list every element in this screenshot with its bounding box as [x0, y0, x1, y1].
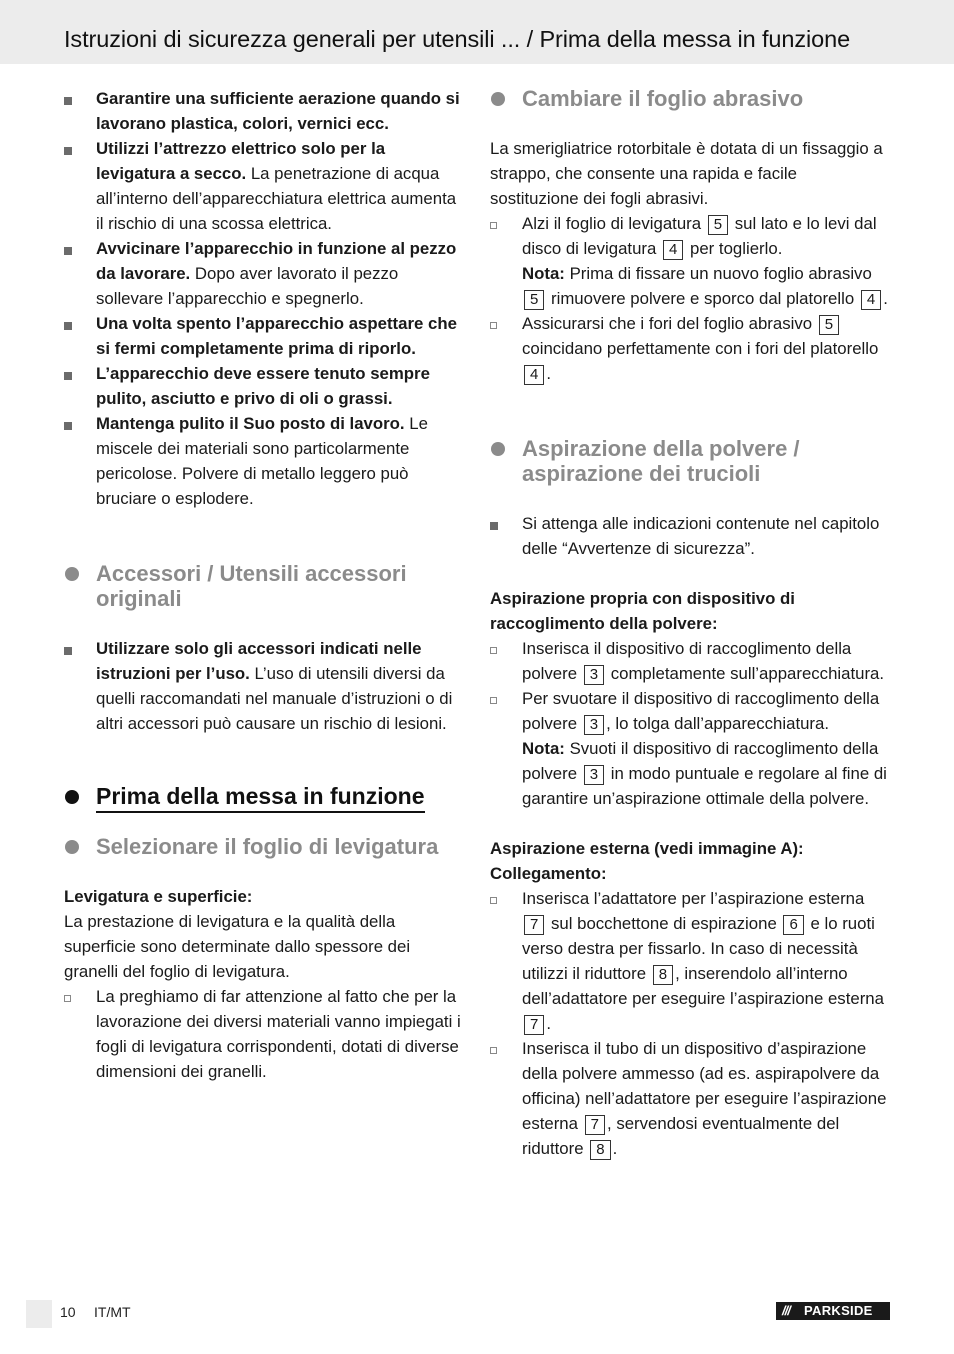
square-bullet-icon [64, 97, 72, 105]
list-item: Una volta spento l’apparecchio aspettare che si fermi completamente prima di riporlo. [64, 311, 464, 361]
heading-dot-icon [65, 790, 79, 804]
list-item: Inserisca l’adattatore per l’aspirazione esterna 7 sul bocchettone di espirazione 6 e lo ruoti verso destra per fissarlo. In caso di necessità utilizzi il riduttore 8 , inserendolo all’interno dell’adattatore per eseguire l’aspirazione esterna 7 . [490, 886, 890, 1036]
part-ref: 5 [524, 290, 544, 310]
subheading: Aspirazione esterna (vedi immagine A): [490, 839, 804, 858]
section-heading-aspirazione: Aspirazione della polvere / aspirazione dei trucioli [490, 436, 890, 486]
list-item: Avvicinare l’apparecchio in funzione al pezzo da lavorare. Dopo aver lavorato il pezzo sollevare l’apparecchio e spegnerlo. [64, 236, 464, 311]
box-bullet-icon [64, 995, 71, 1002]
part-ref: 3 [584, 715, 604, 735]
part-ref: 4 [861, 290, 881, 310]
square-bullet-icon [64, 147, 72, 155]
square-bullet-icon [64, 647, 72, 655]
list-item: La preghiamo di far attenzione al fatto che per la lavorazione dei diversi materiali vanno impiegati i fogli di levigatura corrispondenti, dotati di diverse dimensioni dei granelli. [64, 984, 464, 1084]
list-item: Mantenga pulito il Suo posto di lavoro. Le miscele dei materiali sono particolarmente pericolose. Polvere di metallo leggero può bruciare o esplodere. [64, 411, 464, 511]
part-ref: 3 [584, 765, 604, 785]
parkside-logo [776, 1302, 890, 1320]
part-ref: 7 [585, 1115, 605, 1135]
heading-dot-icon [491, 442, 505, 456]
square-bullet-icon [64, 372, 72, 380]
part-ref: 7 [524, 915, 544, 935]
logo-mark-icon: /// [782, 1303, 790, 1318]
part-ref: 6 [783, 915, 803, 935]
part-ref: 5 [819, 315, 839, 335]
part-ref: 7 [524, 1015, 544, 1035]
list-item: Si attenga alle indicazioni contenute nel capitolo delle “Avvertenze di sicurezza”. [490, 511, 890, 561]
section-heading-cambiare: Cambiare il foglio abrasivo [490, 86, 890, 111]
box-bullet-icon [490, 322, 497, 329]
square-bullet-icon [490, 522, 498, 530]
box-bullet-icon [490, 897, 497, 904]
section-heading-selezionare: Selezionare il foglio di levigatura [64, 834, 464, 859]
part-ref: 4 [663, 240, 683, 260]
box-bullet-icon [490, 647, 497, 654]
list-item: Per svuotare il dispositivo di raccoglimento della polvere 3 , lo tolga dall’apparecchiatura. Nota: Svuoti il dispositivo di raccoglimento della polvere 3 in modo puntuale e regolare al fine di garantire un’aspirazione ottimale della polvere. [490, 686, 890, 811]
square-bullet-icon [64, 422, 72, 430]
box-bullet-icon [490, 697, 497, 704]
right-column [490, 86, 890, 1161]
language-code: IT/MT [94, 1304, 131, 1320]
page-header [0, 0, 954, 64]
paragraph: La smerigliatrice rotorbitale è dotata di un fissaggio a strappo, che consente una rapida e facile sostituzione dei fogli abrasivi. [490, 139, 883, 208]
list-item: Utilizzi l’attrezzo elettrico solo per la levigatura a secco. La penetrazione di acqua all’interno dell’apparecchiatura elettrica aumenta il rischio di una scossa elettrica. [64, 136, 464, 236]
subheading: Levigatura e superficie: [64, 887, 253, 906]
part-ref: 8 [653, 965, 673, 985]
part-ref: 8 [590, 1140, 610, 1160]
paragraph: La prestazione di levigatura e la qualità della superficie sono determinate dallo spessore dei granelli del foglio di levigatura. [64, 912, 411, 981]
brand-name: PARKSIDE [804, 1303, 873, 1318]
list-item: Assicurarsi che i fori del foglio abrasivo 5 coincidano perfettamente con i fori del platorello 4 . [490, 311, 890, 386]
subheading: Aspirazione propria con dispositivo di raccoglimento della polvere: [490, 589, 795, 633]
left-column [64, 86, 464, 1084]
list-item: Garantire una sufficiente aerazione quando si lavorano plastica, colori, vernici ecc. [64, 86, 464, 136]
list-item: Alzi il foglio di levigatura 5 sul lato e lo levi dal disco di levigatura 4 per toglierlo. Nota: Prima di fissare un nuovo foglio abrasivo 5 rimuovere polvere e sporco dal platorello 4 . [490, 211, 890, 311]
part-ref: 4 [524, 365, 544, 385]
part-ref: 5 [708, 215, 728, 235]
part-ref: 3 [584, 665, 604, 685]
page-title: Istruzioni di sicurezza generali per utensili ... / Prima della messa in funzione [64, 26, 851, 52]
section-heading-prima: Prima della messa in funzione [64, 784, 464, 809]
list-item: Inserisca il dispositivo di raccoglimento della polvere 3 completamente sull’apparecchiatura. [490, 636, 890, 686]
list-item: L’apparecchio deve essere tenuto sempre pulito, asciutto e privo di oli o grassi. [64, 361, 464, 411]
square-bullet-icon [64, 322, 72, 330]
page-number: 10 [60, 1304, 76, 1320]
footer-marker [26, 1300, 52, 1328]
square-bullet-icon [64, 247, 72, 255]
heading-dot-icon [491, 92, 505, 106]
box-bullet-icon [490, 222, 497, 229]
subheading: Collegamento: [490, 864, 607, 883]
heading-dot-icon [65, 840, 79, 854]
box-bullet-icon [490, 1047, 497, 1054]
section-heading-accessori: Accessori / Utensili accessori originali [64, 561, 464, 611]
list-item: Utilizzare solo gli accessori indicati nelle istruzioni per l’uso. L’uso di utensili diversi da quelli raccomandati nel manuale d’istruzioni o di altri accessori può causare un rischio di lesioni. [64, 636, 464, 736]
heading-dot-icon [65, 567, 79, 581]
list-item: Inserisca il tubo di un dispositivo d’aspirazione della polvere ammesso (ad es. aspirapolvere da officina) nell’adattatore per eseguire l’aspirazione esterna 7 , servendosi eventualmente del riduttore 8 . [490, 1036, 890, 1161]
